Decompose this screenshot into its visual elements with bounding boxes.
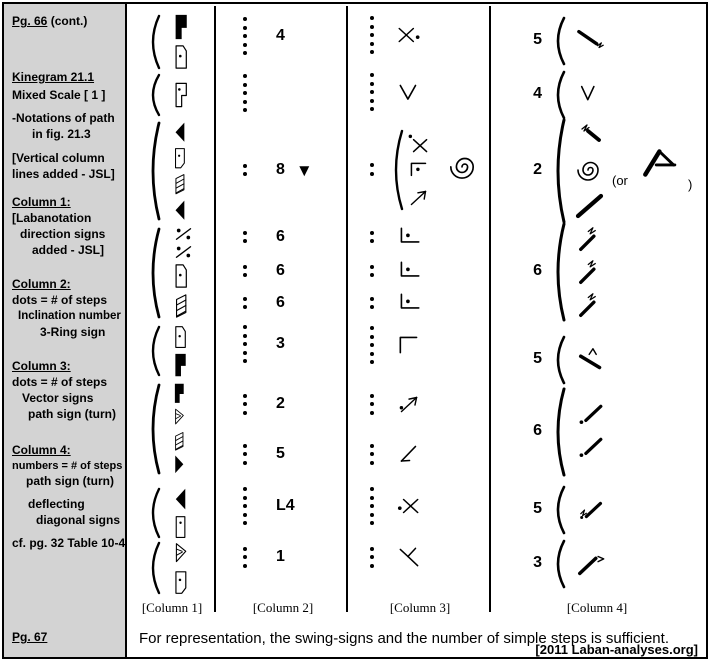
vec-corner-sq-dot-icon xyxy=(406,159,432,183)
plain-text: diagonal signs xyxy=(36,513,121,527)
plain-text: 3-Ring sign xyxy=(40,325,106,339)
swing-ne-gt-icon xyxy=(571,549,613,579)
dot-icon xyxy=(243,351,247,355)
steps-entry xyxy=(243,434,285,474)
dot-icon xyxy=(370,239,374,243)
vector-entry xyxy=(370,537,422,577)
vector-sign xyxy=(396,23,422,47)
plain-text: -Notations of path xyxy=(12,111,115,125)
column-label: [Column 1] xyxy=(141,600,203,615)
bracket-icon xyxy=(145,486,163,540)
dot-icon xyxy=(243,402,247,406)
dot-icon xyxy=(370,547,374,551)
vector-entry xyxy=(370,72,422,112)
footer-note: For representation, the swing-signs and the number of simple steps is sufficient. xyxy=(139,630,669,647)
dir-hatch-par-icon xyxy=(172,173,188,195)
vector-sign xyxy=(396,442,422,466)
swing-group xyxy=(550,117,568,225)
steps-entry xyxy=(243,150,313,190)
plain-text: dots = # of steps xyxy=(12,375,108,389)
vector-sign xyxy=(396,494,422,518)
bracket-icon xyxy=(145,226,163,320)
dir-tri-right-icon xyxy=(172,454,187,475)
direction-sign-stack xyxy=(172,541,190,595)
or-open-text: (or xyxy=(612,173,628,188)
vector-entry xyxy=(370,15,422,55)
step-dots xyxy=(243,444,247,465)
plain-text: lines added - JSL] xyxy=(12,167,115,181)
swing-ne-squig-icon xyxy=(571,257,613,287)
dot-icon xyxy=(370,99,374,103)
step-count: 2 xyxy=(533,161,542,178)
dot-icon xyxy=(243,521,247,525)
dir-pct-icon xyxy=(172,227,195,241)
swing-ne-squig-icon xyxy=(571,224,613,254)
plain-text: direction signs xyxy=(20,227,106,241)
bracket-icon xyxy=(145,540,163,596)
step-dots xyxy=(243,487,247,525)
step-dots xyxy=(243,265,247,278)
steps-entry xyxy=(243,283,285,323)
swing-group xyxy=(550,334,568,386)
dot-icon xyxy=(243,83,247,87)
step-dots xyxy=(370,73,374,111)
dir-hatch-par-icon xyxy=(172,293,190,319)
dot-icon xyxy=(370,487,374,491)
dot-icon xyxy=(370,513,374,517)
laban-direction-group xyxy=(145,120,163,222)
vector-sign xyxy=(396,545,422,569)
dir-hatch-par-icon xyxy=(172,431,187,452)
dot-icon xyxy=(243,91,247,95)
step-dots xyxy=(370,231,374,244)
steps-entry xyxy=(243,324,285,364)
dot-icon xyxy=(243,555,247,559)
vector-sign xyxy=(396,80,422,104)
swing-sign-stack xyxy=(571,80,613,110)
bracket-icon xyxy=(145,120,163,222)
dot-icon xyxy=(370,265,374,269)
swing-group xyxy=(550,69,568,121)
step-dots xyxy=(243,325,247,363)
dot-icon xyxy=(243,411,247,415)
swing-group xyxy=(550,386,568,478)
swing-ne-dot-icon xyxy=(571,401,613,431)
vec-y-diag-icon xyxy=(396,545,422,569)
steps-entry xyxy=(243,16,285,56)
direction-sign-stack xyxy=(172,325,189,377)
plain-text: dots = # of steps xyxy=(12,293,108,307)
or-triangle-wrap xyxy=(640,145,684,181)
swing-group xyxy=(550,538,568,590)
vec-v-icon xyxy=(396,80,422,104)
swing-sign-stack xyxy=(571,401,613,464)
dot-icon xyxy=(370,50,374,54)
dot-icon xyxy=(370,172,374,176)
steps-entry xyxy=(243,486,295,526)
vector-sign xyxy=(396,392,422,416)
swing-ne-squig-icon xyxy=(571,290,613,320)
plain-text: Vector signs xyxy=(22,391,94,405)
laban-direction-group xyxy=(145,540,163,596)
dot-icon xyxy=(370,326,374,330)
column-label: [Column 2] xyxy=(252,600,314,615)
dot-icon xyxy=(370,444,374,448)
dot-icon xyxy=(370,16,374,20)
dot-icon xyxy=(370,352,374,356)
dot-icon xyxy=(370,163,374,167)
bracket-icon xyxy=(145,324,163,378)
inclination-number: 1 xyxy=(276,548,285,565)
dot-icon xyxy=(243,461,247,465)
bracket-icon xyxy=(550,386,568,478)
dot-icon xyxy=(370,521,374,525)
dot-icon xyxy=(370,107,374,111)
vec-corner-dot-icon xyxy=(396,259,422,283)
dir-flag-outline-dot-icon xyxy=(172,82,190,108)
swing-ne-lsquig-icon xyxy=(571,495,613,525)
swing-group xyxy=(550,484,568,536)
inclination-number: L4 xyxy=(276,497,295,514)
plain-text: Mixed Scale [ 1 ] xyxy=(12,88,106,102)
column-separator xyxy=(489,6,491,612)
underlined-text: Column 2: xyxy=(12,277,71,291)
column-label: [Column 3] xyxy=(389,600,451,615)
column-separator xyxy=(346,6,348,612)
direction-sign-stack xyxy=(172,121,188,221)
laban-direction-group xyxy=(145,226,163,320)
swing-ne-dot-icon xyxy=(571,434,613,464)
vec-x-dot-tl-icon xyxy=(406,132,432,156)
vector-entry-dots xyxy=(370,163,374,176)
step-dots xyxy=(370,163,374,176)
vec-corner-dot-icon xyxy=(396,225,422,249)
direction-sign-stack xyxy=(172,487,189,539)
vec-arrow-ne-dot-icon xyxy=(396,392,422,416)
dot-icon xyxy=(370,297,374,301)
dot-icon xyxy=(370,555,374,559)
underlined-text: Pg. 66 xyxy=(12,14,48,28)
laban-direction-group xyxy=(145,72,163,118)
bracket-icon xyxy=(550,484,568,536)
dot-icon xyxy=(243,231,247,235)
vector-group xyxy=(388,128,406,212)
bracket-icon xyxy=(550,117,568,225)
dot-icon xyxy=(370,335,374,339)
ring-sign-triangle-icon: ▼ xyxy=(295,160,313,180)
dot-icon xyxy=(243,51,247,55)
laban-direction-group xyxy=(145,486,163,540)
swing-sign-stack xyxy=(571,121,613,221)
dot-icon xyxy=(370,273,374,277)
swing-v-icon xyxy=(571,80,613,110)
dot-icon xyxy=(243,239,247,243)
dot-icon xyxy=(243,305,247,309)
dot-icon xyxy=(370,564,374,568)
dot-icon xyxy=(370,25,374,29)
dot-icon xyxy=(243,547,247,551)
plain-text: added - JSL] xyxy=(32,243,105,257)
underlined-text: Kinegram 21.1 xyxy=(12,70,95,84)
dir-pent-dot-icon xyxy=(172,325,189,349)
direction-sign-stack xyxy=(172,14,190,70)
vec-corner-dot-icon xyxy=(396,291,422,315)
dot-icon xyxy=(243,108,247,112)
dot-icon xyxy=(243,17,247,21)
vector-sign xyxy=(396,259,422,283)
bracket-icon xyxy=(550,538,568,590)
dot-icon xyxy=(370,343,374,347)
plain-text: [Vertical column xyxy=(12,151,105,165)
step-count: 5 xyxy=(533,350,542,367)
dot-icon xyxy=(243,297,247,301)
steps-entry xyxy=(243,73,276,113)
step-dots xyxy=(243,394,247,415)
step-dots xyxy=(370,487,374,525)
swing-sign-stack xyxy=(571,224,613,320)
steps-entry xyxy=(243,537,285,577)
dot-icon xyxy=(370,82,374,86)
step-dots xyxy=(370,16,374,54)
vector-entry xyxy=(370,283,422,323)
inclination-number: 6 xyxy=(276,294,285,311)
spiral-wrap xyxy=(443,150,481,186)
swing-sign-stack xyxy=(571,345,613,375)
step-count: 3 xyxy=(533,554,542,571)
plain-text: numbers = # of steps xyxy=(12,460,123,472)
laban-direction-group xyxy=(145,13,163,71)
vector-entry xyxy=(370,434,422,474)
dot-icon xyxy=(243,334,247,338)
step-dots xyxy=(243,164,247,177)
dot-icon xyxy=(243,325,247,329)
swing-sign-stack xyxy=(571,495,613,525)
or-close-text: ) xyxy=(688,177,693,192)
vector-entry xyxy=(370,384,422,424)
inclination-number: 8 xyxy=(276,161,285,178)
plain-text: deflecting xyxy=(28,497,85,511)
direction-sign-stack xyxy=(172,82,190,108)
step-count: 5 xyxy=(533,500,542,517)
dot-icon xyxy=(370,305,374,309)
plain-text: in fig. 21.3 xyxy=(32,127,91,141)
vec-arrow-ne-open-icon xyxy=(406,186,432,210)
step-dots xyxy=(243,547,247,568)
underlined-text: Column 3: xyxy=(12,359,71,373)
dir-flag-filled-icon xyxy=(172,14,190,40)
swing-group xyxy=(550,15,568,67)
underlined-text: Pg. 67 xyxy=(12,630,48,644)
dot-icon xyxy=(370,42,374,46)
step-dots xyxy=(243,297,247,310)
dot-icon xyxy=(370,411,374,415)
vec-corner-plain-icon xyxy=(396,333,422,357)
dot-icon xyxy=(370,504,374,508)
dot-icon xyxy=(243,342,247,346)
step-dots xyxy=(370,547,374,568)
dot-icon xyxy=(243,513,247,517)
dot-icon xyxy=(370,394,374,398)
dot-icon xyxy=(370,33,374,37)
vector-sign xyxy=(396,333,422,357)
laban-direction-group xyxy=(145,324,163,378)
swing-squig-short-icon xyxy=(571,121,613,151)
step-dots xyxy=(243,74,247,112)
dot-icon xyxy=(243,100,247,104)
dir-hatch-tri-icon xyxy=(172,541,190,566)
dot-icon xyxy=(243,43,247,47)
step-count: 6 xyxy=(533,422,542,439)
dir-flag-filled-icon xyxy=(172,353,189,377)
step-dots xyxy=(370,265,374,278)
dot-icon xyxy=(243,504,247,508)
swing-group xyxy=(550,221,568,323)
vector-sign-stack xyxy=(406,132,432,210)
dir-pct-icon xyxy=(172,245,195,259)
dir-hatch-tri-icon xyxy=(172,407,187,428)
swing-sign-stack xyxy=(571,26,613,56)
dot-icon xyxy=(243,265,247,269)
dir-tri-left-icon xyxy=(172,199,188,221)
dot-icon xyxy=(370,231,374,235)
underlined-text: Column 4: xyxy=(12,443,71,457)
bracket-icon xyxy=(145,382,163,476)
swing-se-squig-icon xyxy=(571,26,613,56)
plain-text: Inclination number xyxy=(18,310,121,322)
dir-tri-left-icon xyxy=(172,487,189,511)
dot-icon xyxy=(243,172,247,176)
direction-sign-stack xyxy=(172,383,187,475)
dot-icon xyxy=(243,74,247,78)
vec-x-dot-left-icon xyxy=(396,494,422,518)
dir-tri-left-icon xyxy=(172,121,188,143)
step-count: 4 xyxy=(533,85,542,102)
column-label: [Column 4] xyxy=(566,600,628,615)
inclination-number: 4 xyxy=(276,27,285,44)
dot-icon xyxy=(370,452,374,456)
steps-entry xyxy=(243,384,285,424)
dot-icon xyxy=(370,90,374,94)
bracket-icon xyxy=(550,334,568,386)
or-triangle-icon xyxy=(640,145,684,181)
dir-rect-dot-icon xyxy=(172,515,189,539)
plain-text: path sign (turn) xyxy=(26,474,114,488)
step-dots xyxy=(243,231,247,244)
dir-flag-filled-icon xyxy=(172,383,187,404)
step-count: 6 xyxy=(533,262,542,279)
dir-pent-dot-icon xyxy=(172,44,190,70)
plain-text: cf. pg. 32 Table 10-4 xyxy=(12,536,126,550)
swing-sign-stack xyxy=(571,549,613,579)
dot-icon xyxy=(370,461,374,465)
vector-entry xyxy=(370,325,422,365)
step-dots xyxy=(370,444,374,465)
inclination-number: 6 xyxy=(276,228,285,245)
dot-icon xyxy=(243,34,247,38)
step-dots xyxy=(243,17,247,55)
bracket-icon xyxy=(145,72,163,118)
dot-icon xyxy=(243,452,247,456)
dot-icon xyxy=(243,359,247,363)
dot-icon xyxy=(243,273,247,277)
dir-pent-dot2-icon xyxy=(172,147,188,169)
bracket-icon xyxy=(145,13,163,71)
direction-sign-stack xyxy=(172,227,195,319)
vec-spiral-icon xyxy=(443,150,481,186)
laban-direction-group xyxy=(145,382,163,476)
vector-sign xyxy=(396,225,422,249)
plain-text: (cont.) xyxy=(47,14,88,28)
plain-text: [Labanotation xyxy=(12,211,92,225)
plain-text: path sign (turn) xyxy=(28,407,116,421)
dot-icon xyxy=(370,73,374,77)
step-dots xyxy=(370,326,374,364)
dir-pent-dot2-icon xyxy=(172,570,190,595)
swing-se-caret-icon xyxy=(571,345,613,375)
step-count: 5 xyxy=(533,31,542,48)
step-dots xyxy=(370,297,374,310)
dot-icon xyxy=(370,360,374,364)
dir-pent-dot-icon xyxy=(172,263,190,289)
swing-thick-ne-icon xyxy=(571,191,613,221)
vector-entry xyxy=(370,486,422,526)
dot-icon xyxy=(243,496,247,500)
dot-icon xyxy=(370,402,374,406)
underlined-text: Column 1: xyxy=(12,195,71,209)
vec-x-dot-right-icon xyxy=(396,23,422,47)
dot-icon xyxy=(243,26,247,30)
inclination-number: 5 xyxy=(276,445,285,462)
bracket-icon xyxy=(550,69,568,121)
bracket-icon xyxy=(550,221,568,323)
bracket-icon xyxy=(388,128,406,212)
credit: [2011 Laban-analyses.org] xyxy=(535,642,698,657)
step-dots xyxy=(370,394,374,415)
column-separator xyxy=(214,6,216,612)
bracket-icon xyxy=(550,15,568,67)
vec-arrow-sw-icon xyxy=(396,442,422,466)
dot-icon xyxy=(370,496,374,500)
inclination-number: 3 xyxy=(276,335,285,352)
dot-icon xyxy=(243,444,247,448)
dot-icon xyxy=(243,564,247,568)
dot-icon xyxy=(243,164,247,168)
vector-sign xyxy=(396,291,422,315)
inclination-number: 6 xyxy=(276,262,285,279)
inclination-number: 2 xyxy=(276,395,285,412)
swing-spiral-icon xyxy=(571,154,605,188)
dot-icon xyxy=(243,394,247,398)
dot-icon xyxy=(243,487,247,491)
